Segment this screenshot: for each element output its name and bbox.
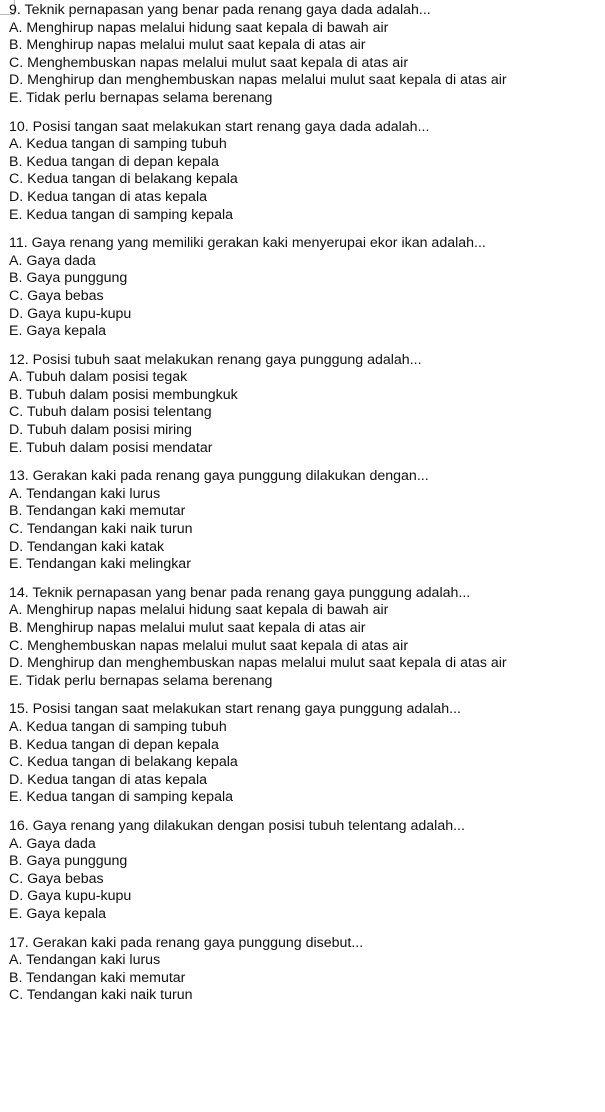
- question-text: 13. Gerakan kaki pada renang gaya punggung dilakukan dengan...: [9, 468, 429, 485]
- option-b: B. Kedua tangan di depan kepala: [9, 736, 219, 753]
- option-d: D. Kedua tangan di atas kepala: [9, 188, 207, 205]
- question-text: 15. Posisi tangan saat melakukan start renang gaya punggung adalah...: [9, 701, 461, 718]
- option-a: A. Tubuh dalam posisi tegak: [9, 369, 188, 386]
- option-e: E. Kedua tangan di samping kepala: [9, 206, 234, 223]
- option-b: B. Tendangan kaki memutar: [9, 503, 186, 520]
- question-17: [9, 935, 601, 1005]
- option-a: A. Tendangan kaki lurus: [9, 485, 161, 502]
- option-a: A. Kedua tangan di samping tubuh: [9, 718, 227, 735]
- question-9: [9, 2, 601, 108]
- option-e: E. Kedua tangan di samping kepala: [9, 789, 234, 806]
- option-b: B. Gaya punggung: [9, 270, 128, 287]
- option-e: E. Gaya kepala: [9, 905, 107, 922]
- option-c: C. Tendangan kaki naik turun: [9, 521, 193, 538]
- option-a: A. Menghirup napas melalui hidung saat kepala di bawah air: [9, 602, 389, 619]
- option-c: C. Menghembuskan napas melalui mulut saat kepala di atas air: [9, 54, 409, 71]
- option-a: A. Kedua tangan di samping tubuh: [9, 136, 227, 153]
- option-d: D. Menghirup dan menghembuskan napas melalui mulut saat kepala di atas air: [9, 655, 507, 672]
- option-d: D. Gaya kupu-kupu: [9, 305, 132, 322]
- question-text: 12. Posisi tubuh saat melakukan renang gaya punggung adalah...: [9, 351, 422, 368]
- option-b: B. Tendangan kaki memutar: [9, 969, 186, 986]
- option-b: B. Menghirup napas melalui mulut saat kepala di atas air: [9, 620, 366, 636]
- option-d: D. Tubuh dalam posisi miring: [9, 422, 192, 439]
- option-e: E. Gaya kepala: [9, 323, 107, 340]
- question-text: 17. Gerakan kaki pada renang gaya punggung disebut...: [9, 934, 364, 951]
- option-a: A. Tendangan kaki lurus: [9, 952, 161, 969]
- option-b: B. Gaya punggung: [9, 853, 128, 870]
- question-15: [9, 701, 601, 807]
- option-d: D. Tendangan kaki katak: [9, 538, 165, 555]
- option-d: D. Gaya kupu-kupu: [9, 888, 132, 905]
- option-c: C. Menghembuskan napas melalui mulut saat kepala di atas air: [9, 637, 409, 654]
- option-c: C. Kedua tangan di belakang kepala: [9, 171, 238, 188]
- question-text: 9. Teknik pernapasan yang benar pada renang gaya dada adalah...: [9, 2, 431, 18]
- question-11: [9, 235, 601, 341]
- option-e: E. Tidak perlu bernapas selama berenang: [9, 672, 273, 689]
- question-text: 11. Gaya renang yang memiliki gerakan kaki menyerupai ekor ikan adalah...: [9, 235, 486, 252]
- question-10: [9, 119, 601, 225]
- question-text: 16. Gaya renang yang dilakukan dengan posisi tubuh telentang adalah...: [9, 817, 465, 834]
- question-text: 10. Posisi tangan saat melakukan start renang gaya dada adalah...: [9, 118, 430, 135]
- option-b: B. Kedua tangan di depan kepala: [9, 153, 219, 170]
- option-e: E. Tendangan kaki melingkar: [9, 556, 191, 573]
- question-13: [9, 468, 601, 574]
- option-d: D. Kedua tangan di atas kepala: [9, 771, 207, 788]
- option-c: C. Tendangan kaki naik turun: [9, 987, 193, 1004]
- option-b: B. Menghirup napas melalui mulut saat kepala di atas air: [9, 37, 366, 54]
- option-c: C. Kedua tangan di belakang kepala: [9, 754, 238, 771]
- option-b: B. Tubuh dalam posisi membungkuk: [9, 386, 238, 403]
- question-text: 14. Teknik pernapasan yang benar pada renang gaya punggung adalah...: [9, 584, 471, 601]
- option-a: A. Gaya dada: [9, 835, 96, 852]
- option-c: C. Gaya bebas: [9, 870, 104, 887]
- question-16: [9, 818, 601, 924]
- option-d: D. Menghirup dan menghembuskan napas melalui mulut saat kepala di atas air: [9, 72, 507, 89]
- option-a: A. Gaya dada: [9, 252, 96, 269]
- question-12: [9, 352, 601, 458]
- option-c: C. Gaya bebas: [9, 287, 104, 304]
- option-e: E. Tubuh dalam posisi mendatar: [9, 439, 213, 456]
- option-c: C. Tubuh dalam posisi telentang: [9, 404, 212, 421]
- option-e: E. Tidak perlu bernapas selama berenang: [9, 89, 273, 106]
- question-14: [9, 585, 601, 691]
- question-list: [9, 2, 601, 1016]
- option-a: A. Menghirup napas melalui hidung saat kepala di bawah air: [9, 19, 389, 36]
